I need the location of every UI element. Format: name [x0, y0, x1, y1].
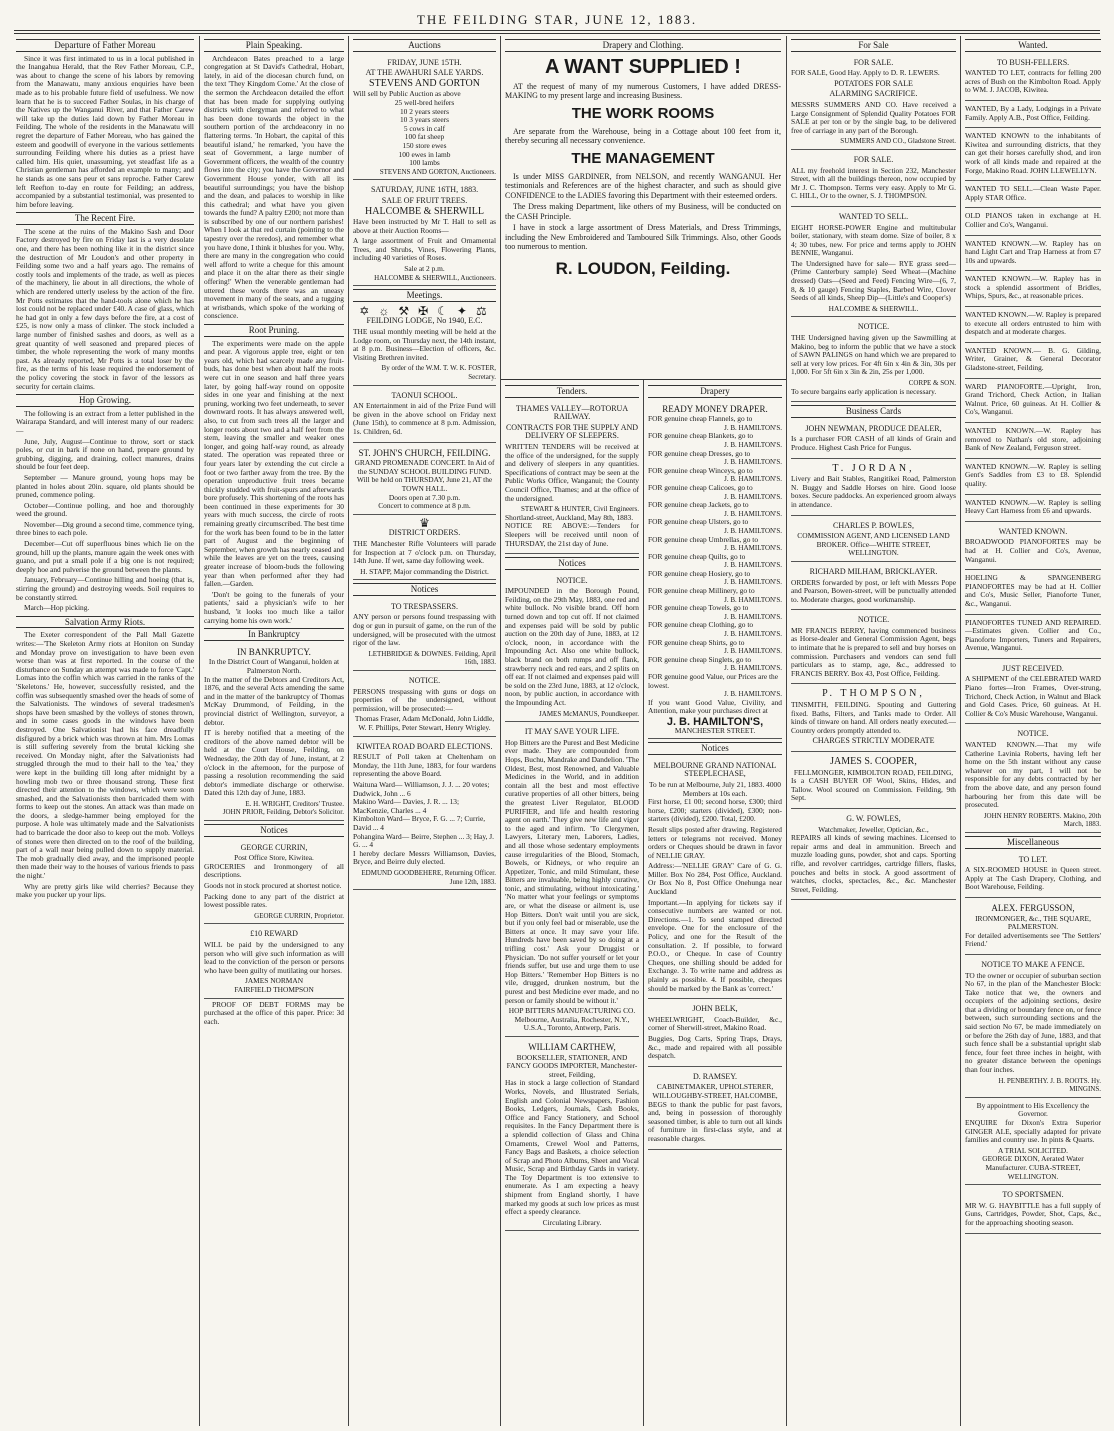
ad-wanted: WANTED KNOWN.—W. Rapley has removed to Nathan's old store, adjoining Bank of New Zealand, Ferguson street.: [965, 425, 1101, 459]
ad-text: A TRIAL SOLICITED.: [997, 1145, 1068, 1155]
column-1: [16, 36, 194, 1426]
ad-title: JAMES S. COOPER,: [830, 756, 917, 767]
ad-text: RESULT of Poll taken at Cheltenham on Monday, the 11th June, 1883, for four wardens representing the above Board.: [353, 752, 496, 779]
ad-title: ALEX. FERGUSSON,: [991, 902, 1075, 913]
column-3: [353, 36, 496, 1426]
ad-notice-guns: [353, 673, 496, 737]
ad-text: THE Manchester Rifle Volunteers will parade for Inspection at 7 o'clock p.m. on Thursday, 14th June. If wet, same day following week.: [353, 538, 496, 566]
ad-reward: [204, 926, 344, 998]
heading-notices: Notices: [204, 824, 344, 837]
list-item: FOR genuine cheap Calicoes, go to J. B. HAMILTON'S.: [648, 482, 782, 501]
ad-wanted: WANTED KNOWN to the inhabitants of Kiwitea and surrounding districts, that they can get their horses carefully shod, and iron work of all kinds made and repaired at the Forge, Makino Road. JOHN LLEWELLYN.: [965, 130, 1101, 181]
ad-wanted: WANTED KNOWN.—W. Rapley is selling Gent's Saddles from £3 to £8. Splendid quality.: [965, 461, 1101, 495]
ad-concert: [353, 445, 496, 515]
ad-text: MR FRANCIS BERRY, having commenced business as Horse-dealer and General Commission Agent, begs to intimate that he is prepared to sell and buy horses on commission. Purchasers and vendors can send full particulars as to stamp, age, &c., addressed to FRANCIS BERRY. Box 43, Post Office, Feilding.: [791, 625, 956, 678]
heading-meetings: Meetings.: [353, 289, 496, 302]
ad-title: WANTED KNOWN.: [998, 526, 1068, 536]
ad-text: Is a purchaser FOR CASH of all kinds of Grain and Produce. Highest Cash Price for Fungus.: [791, 434, 956, 452]
ad-title: READY MONEY DRAPER.: [662, 403, 768, 414]
ad-title: G. W. FOWLES,: [846, 813, 901, 823]
ad-thompson: [791, 686, 956, 752]
ad-text: EIGHT HORSE-POWER Engine and multitubular boiler, stationary, with steam dome. Size of boiler, 8 x 4; 30 tubes, new. For price and terms apply to JOHN BENNIE, Wanganui.: [791, 222, 956, 258]
ad-title: KIWITEA ROAD BOARD ELECTIONS.: [356, 741, 493, 751]
column-divider: [199, 36, 200, 1426]
ad-text: MR W. G. HAYBITTLE has a full supply of Guns, Cartridges, Powder, Shot, Caps, &c., for the approaching shooting season.: [965, 1200, 1101, 1227]
article-text: January, February—Continue hilling and hoeing (that is, stirring the ground) and destroying weeds. Soil requires to be constantly stirred.: [16, 575, 194, 602]
article-text: November—Dig ground a second time, commence tying, three bines to each pole.: [16, 519, 194, 538]
ad-lodge: [353, 305, 496, 386]
ad-text: ALL my freehold interest in Section 232, Manchester Street, with all the buildings thereon, now occupied by Mr J. C. Thompson. Terms very easy. Apply to Mr G. C. HILL, Or to the owner, S. J. THOMPSON.: [791, 165, 956, 201]
ad-text: Makino Ward— Davies, J. R. ... 13; MacKenzie, Charles ... 4: [353, 797, 460, 815]
ad-text: Watchmaker, Jeweller, Optician, &c.,: [818, 824, 929, 834]
ad-text: To secure bargains early application is necessary.: [791, 386, 937, 396]
ad-signature: JOHN PRIOR, Feilding, Debtor's Solicitor.: [222, 808, 344, 817]
article-text: The scene at the ruins of the Makino Sash and Door Factory destroyed by fire on Friday last is a very desolate one, and there has been nothing like it in the district since the destruction of Mr Loudon's and other property in Feilding some two and a half years ago. The remains of costly tools and implements of the trade, as well as pieces of the machinery, lie about in all directions, the whole of which are rendered utterly useless by the action of the fire. Mr Potts estimates that the hand-tools alone which he has lost could not be replaced under £40. A case of glass, which he had got in only a few days before the fire, at a cost of £25, is now only a mass of clinker. The stock included a large number of finished sashes and doors, as well as a great quantity of well seasoned and prepared pieces of timber, the whole representing the work of many months past. As already reported, Mr Potts is a total loser by the fire, as the terms of his lease required the endorsement of the policy covering the stock in favor of the lessors as security for certain claims.: [16, 226, 194, 391]
ad-milham: [791, 564, 956, 610]
ad-text: In the matter of the Debtors and Creditors Act, 1876, and the several Acts amending the same and in the matter of the bankruptcy of Thomas McKay Drummond, of Feilding, in the provincial district of Wellington, surveyor, a debtor.: [204, 674, 344, 727]
heading-tenders: Tenders.: [505, 385, 639, 398]
ad-hop-bitters: [505, 724, 639, 1037]
ad-text: The Undersigned have for sale— RYE grass seed— (Prime Canterbury sample) Seed Wheat—(Machine dressed) Oats—(Seed and Feed) Fencing Wire—(6, 7, 8, & 10 gauge) Fencing Staples, Barbed Wire, Clover Seeds of all kinds, Sheep Dip—(Little's and Cooper's): [791, 258, 956, 303]
list-item: 100 lambs: [409, 158, 440, 168]
ad-text: Is under MISS GARDINER, from NELSON, and recently WANGANUI. Her testimonials and References are of the highest character, and such as should give CONFIDENCE to the LADIES favoring this Department with their esteemed orders.: [505, 171, 781, 200]
ad-title: NOTICE.: [556, 575, 588, 585]
ad-impounded: [505, 573, 639, 723]
ad-just-received: [965, 661, 1101, 725]
ad-text: Kimbolton Ward— Bryce, F. G. ... 7; Currie, David ... 4: [353, 814, 486, 832]
ad-fence: [965, 957, 1101, 1098]
ad-title: NOTICE TO MAKE A FENCE.: [981, 959, 1085, 969]
ad-signature: STEWART & HUNTER, Civil Engineers.: [520, 505, 639, 514]
ad-text: TO the owner or occupier of suburban section No 67, in the plan of the Manchester Block: Take notice that we, the owners and occupiers of the adjoining sections, desire that a dividing or boundary fence on, or fence between, such surrounding sections and the said section No 67, be made immediately on or before the 26th day of June, 1883, and that such fence shall be a substantial upright slab fence, four feet three inches in height, with no greater distance between the openings than four inches.: [965, 970, 1101, 1075]
ad-title: SALE OF FRUIT TREES.: [381, 195, 468, 205]
column-4-top: [505, 36, 781, 376]
heading-root-pruning: Root Pruning.: [204, 324, 344, 337]
ad-text: BEGS to thank the public for past favors, and, being in possession of thoroughly seasoned timber, is able to turn out all kinds of furniture in first-class style, and at reasonable charges.: [648, 1099, 782, 1143]
heading-business-cards: Business Cards: [791, 405, 956, 418]
article-text: The following is an extract from a letter published in the Wairarapa Standard, and will interest many of our readers:—: [16, 408, 194, 435]
ad-text: Buggies, Dog Carts, Spring Traps, Drays, &c., made and repaired with all possible despatch.: [648, 1033, 782, 1061]
ad-text: Doors open at 7.30 p.m.: [388, 492, 461, 502]
ad-title: DISTRICT ORDERS.: [388, 528, 461, 538]
ad-text: GRAND PROMENADE CONCERT. In Aid of the SUNDAY SCHOOL BUILDING FUND.: [354, 458, 495, 476]
ad-signature: JAMES NORMAN: [244, 976, 304, 986]
list-item: FOR genuine cheap Towels, go to J. B. HAMILTON'S.: [648, 603, 782, 621]
ad-title: AT THE AWAHURI SALE YARDS.: [365, 68, 484, 78]
ad-to-let: [965, 852, 1101, 898]
ad-text: Pohangina Ward— Beirre, Stephen ... 3; Hay, J. G. ... 4: [353, 831, 495, 850]
ad-title: TAONUI SCHOOL.: [391, 390, 458, 400]
list-item: FOR genuine cheap Singlets, go to J. B. HAMILTON'S.: [648, 654, 782, 673]
ad-text: WRITTEN TENDERS will be received at the office of the undersigned, for the supply and delivery of sleepers in any quantities. Specifications of contract may be seen at the Public Works Office, Wanganui; the County Council Office, Thames; and at the office of the undersigned.: [505, 441, 639, 503]
ad-signature: HALCOMBE & SHERWILL, Auctioneers.: [374, 273, 496, 282]
ad-palings: [791, 319, 956, 402]
ad-title: FOR SALE.: [853, 57, 894, 67]
list-item: FOR genuine cheap Dresses, go to J. B. HAMILTON'S.: [648, 448, 782, 467]
ad-text: Circulating Library.: [542, 1217, 602, 1227]
ad-title: STEVENS AND GORTON: [369, 77, 480, 89]
ad-text: Are separate from the Warehouse, being in a Cottage about 100 feet from it, thereby securing all necessary convenience.: [505, 126, 781, 146]
ad-text: Important.—In applying for tickets say if consecutive numbers are wanted or not. Directions.—1. To send stamped directed envelope. One for the enclosure of the Policy, and one for the Result of the consultation. 2. If possible, to forward P.O.O., or Cheque. In case of Country Cheques, one shilling should be added for Exchange. 3. To write name and address as plainly as possible. 4. If possible, cheques should be marked by the Bank as 'correct.': [648, 897, 782, 993]
ad-text: ANY person or persons found trespassing with dog or gun in pursuit of game, on the run of the undersigned, will be prosecuted with the utmost rigor of the law.: [353, 612, 496, 648]
ad-text: For detailed advertisements see 'The Settlers' Friend.': [965, 930, 1101, 949]
heading-notices: Notices: [648, 742, 782, 755]
ad-wanted: WANTED KNOWN.—W. Rapley has in stock a splendid assortment of Bridles, Whips, Spurs, &c., at reasonable prices.: [965, 273, 1101, 307]
ad-text: Has in stock a large collection of Standard Works, Novels, and Illustrated Serials, English and Colonial Newspapers, Fashion Books, Ledgers, Journals, Cash Books, Office and Fancy Stationery, and School requisites. In the Fancy Department there is a splendid collection of Glass and China Ornaments, Crewel Wool and Patterns, Fancy Bags and Baskets, a choice selection of Scrap and Photo Albums, Sheet and Vocal Music, Scrap and Birthday Cards in variety. The Toy Department is too extensive to enumerate. As I am expecting a heavy shipment from England shortly, I have marked my goods at such low prices as must effect a speedy clearance.: [505, 1078, 639, 1217]
ad-fruit-trees: [353, 182, 496, 286]
ad-text: MANCHESTER STREET.: [674, 725, 756, 735]
ad-text: Hop Bitters are the Purest and Best Medicine ever made. They are compounded from Hops, Buchu, Mandrake and Dandelion. 'The Oldest, Best, most Renowned, and Valuable Medicines in the World, and in addition contain all the best and most effective curative properties of all other bitters, being the greatest Liver Regulator, BLOOD PURIFIER, and life and health restoring agent on earth.' They give new life and vigor to the aged and infirm. 'To Clergymen, Lawyers, Literary men, Laborers, Ladies, and all those whose sedentary employments cause irregularities of the Blood, Stomach, Bowels, or Kidneys, or who require an Appetizer, Tonic, and mild Stimulant, these Bitters are invaluable, being highly curative, tonic, and stimulating, without intoxicating.' 'No matter what your feelings or symptoms are, or what the disease or ailment is, use Hop Bitters. Don't wait until you are sick, but if you only feel bad or miserable, use the Bitters at once. It may save your life. Hundreds have been saved by so doing at a trifling cost.' Ask your Druggist or Physician. 'Do not suffer yourself or let your friends suffer, but use and urge them to use Hop Bitters.' 'Remember Hop Bitters is no vile, drugged, drunken nostrum, but the purest and best Medicine ever made, and no person or family should be without it.': [505, 737, 639, 1005]
ad-berry: [791, 612, 956, 684]
ad-title: JOHN NEWMAN, PRODUCE DEALER,: [805, 423, 942, 433]
ad-text: ORDERS forwarded by post, or left with Messrs Pope and Pearson, Bowen-street, will be punctually attended to. Moderate charges, good workmanship.: [791, 577, 956, 604]
ad-text: THE usual monthly meeting will be held at the Lodge room, on Thursday next, the 14th instant, at 8 p.m. Business—Election of officers, &c. Visiting Brethren invited.: [353, 327, 496, 362]
ad-wanted: OLD PIANOS taken in exchange at H. Collier and Co's, Wanganui.: [965, 210, 1101, 235]
ad-taonui: [353, 388, 496, 443]
ad-signature: GEORGE DIXON, Aerated Water Manufacturer. CUBA-STREET, WELLINGTON.: [982, 1154, 1084, 1181]
ad-text: ENQUIRE for Dixon's Extra Superior GINGER ALE, specially adapted for private families and country use. In pints & Quarts.: [965, 1118, 1101, 1145]
ad-title: NOTICE.: [1017, 729, 1049, 739]
ad-text: AT the request of many of my numerous Customers, I have added DRESS-MAKING to my present large and increasing Business.: [505, 81, 781, 101]
ad-title: IT MAY SAVE YOUR LIFE.: [524, 727, 620, 737]
ad-fowles: [791, 811, 956, 900]
list-item: FOR genuine cheap Quilts, go to J. B. HAMILTON'S.: [648, 551, 782, 570]
ad-hamilton: [648, 401, 782, 740]
ad-title: P. THOMPSON,: [822, 688, 925, 700]
list-item: FOR genuine cheap Ulsters, go to J. B. HAMILTON'S.: [648, 517, 782, 535]
ad-district-orders: [353, 517, 496, 581]
ad-text: TINSMITH, FEILDING. Spouting and Guttering fixed. Baths, Filters, and Tanks made to Order. All kinds of tinware on hand. All orders neatly executed.—Country orders promptly attended to.: [791, 700, 956, 735]
column-drapery: [648, 382, 782, 1426]
ad-signature: H. STAPP, Major commanding the District.: [360, 566, 489, 576]
list-item: 25 well-bred heifers: [394, 97, 455, 107]
ad-text: If you want Good Value, Civility, and Attention, make your purchases direct at: [648, 697, 782, 716]
heading-auctions: Auctions: [353, 39, 496, 52]
ad-title: JOHN BELK,: [692, 1004, 738, 1014]
ad-dixon: [965, 1100, 1101, 1185]
heading-bankruptcy: In Bankruptcy: [204, 628, 344, 641]
ad-title: JUST RECEIVED.: [1002, 663, 1064, 673]
list-item: 10 3 years steers: [399, 115, 450, 125]
ad-signature: H. PENBERTHY. J. B. ROOTS. Hy. MINGINS.: [998, 1076, 1101, 1094]
ad-text: AN Entertainment in aid of the Prize Fund will be given in the above school on Friday next (June 15th), to commence at 8 p.m. Admission, 1s. Children, 6d.: [353, 401, 496, 436]
article-text: September — Manure ground, young hops may be planted in holes about 20in. square, old plants should be pruned, commence poling.: [16, 472, 194, 500]
ad-text: BOOKSELLER, STATIONER, AND FANCY GOODS IMPORTER, Manchester-street, Feilding,: [506, 1052, 638, 1079]
column-divider: [500, 36, 501, 1426]
column-5: [791, 36, 956, 1426]
ad-title: CHARGES STRICTLY MODERATE: [812, 736, 935, 746]
ad-broadwood: [965, 524, 1101, 570]
ad-signature: LETHBRIDGE & DOWNES. Feilding, April 16th, 1883.: [368, 649, 496, 667]
ad-title: THAMES VALLEY—ROTORUA RAILWAY.: [515, 403, 629, 422]
ad-hoeling: HOELING & SPANGENBERG PIANOFORTES may be had at H. Collier and Co's, Music Seller, Pianoforte Tuner, &c., Wanganui.: [965, 572, 1101, 614]
ad-text: Waituna Ward— Williamson, J. J. ... 20 votes; Dudwick, John ... 6: [353, 779, 490, 798]
ad-text: Sale at 2 p.m.: [404, 264, 445, 274]
ad-headline: J. B. HAMILTON'S,: [666, 715, 764, 728]
ad-stevens-gorton: [353, 55, 496, 181]
list-item: FOR genuine cheap Clothing, go to J. B. HAMILTON'S.: [648, 620, 782, 639]
article-text: March—Hop picking.: [24, 603, 90, 613]
article-text: Since it was first intimated to us in a local published in the Inangahua Herald, that the Rev Father Moreau, C.P., was about to change the scene of his labors by removing from the Manawatu, many anxious enquiries have been made as to his probable future field of usefulness. We now learn that he is to succeed Father Soulas, in his charge of the Natives up the Wanganui River, and that Father Carew will take up the duties laid down by Father Moreau in Feilding. The whole of the residents in the Manawatu will regret the departure of Father Moreau, who has gained the esteem and goodwill of everyone in the various settlements surrounding Feilding where his duties as a priest have called him. His quiet, unassuming, yet steadfast life as a Christian gentleman has afforded an example to many; and he stands as one sans peur et sans reproche. Father Carew left Reefton to-day en route for Feilding; an address, accompanied by a substantial testimonial, was presented to him before leaving.: [16, 53, 194, 209]
ad-text: First horse, £1 00; second horse, £300; third horse, £200; starters (divided), £300; non-starters (divided), £200. Total, £200.: [648, 797, 782, 824]
ad-signature: CORPE & SON.: [908, 379, 956, 387]
heading-notices: Notices: [353, 583, 496, 596]
ad-text: Have been instructed by Mr T. Hall to sell as above at their Auction Rooms—: [353, 217, 496, 235]
column-6: [965, 36, 1101, 1426]
ad-title: NOTICE.: [857, 615, 890, 625]
ad-railway: [505, 401, 639, 555]
ad-text: IT is hereby notified that a meeting of the creditors of the above named debtor will be held at the Court House, Feilding, on Wednesday, the 20th day of June, instant, at 2 o'clock in the afternoon, for the purpose of passing a resolution recommending the said debtor's immediate discharge or otherwise. Dated this 12th day of June, 1883.: [204, 728, 344, 798]
article-text: June, July, August—Continue to throw, sort or stack poles, or cut in bark if none on hand, prepare ground by grubbing, digging, and draining, collect manures, drains should be four feet deep.: [16, 436, 194, 472]
ad-wanted: WANTED KNOWN.—W. Rapley is selling Heavy Cart Harness from £6 and upwards.: [965, 497, 1101, 522]
ad-text: MESSRS SUMMERS AND CO. Have received a Large Consignment of Splendid Quality Potatoes FOR SALE at per ton or by the single bag, to be delivered free of carriage in any part of the Borough.: [791, 99, 956, 135]
ad-title: CONTRACTS FOR THE SUPPLY AND DELIVERY OF SLEEPERS.: [505, 422, 639, 441]
list-item: FOR genuine cheap Winceys, go to J. B. HAMILTON'S.: [648, 465, 782, 484]
ad-wanted: WANTED KNOWN.— B. G. Gilding, Writer, Grainer, & General Decorator Gladstone-street, Feilding.: [965, 345, 1101, 379]
ad-text: Post Office Store, Kiwitea.: [234, 853, 314, 863]
ad-text: The Dress making Department, like others of my Business, will be conducted on the CASH Principle.: [505, 202, 781, 221]
list-item: FOR genuine cheap Hosiery, go to J. B. HAMILTON'S.: [648, 568, 782, 587]
ad-signature: GEORGE CURRIN, Proprietor.: [254, 911, 344, 920]
ad-text: Livery and Bait Stables, Rangitikei Road, Palmerston N. Buggy and Saddle Horses on hire. Good loose boxes. Secure paddocks. An experienced groom always in attendance.: [791, 474, 956, 509]
ad-newman: [791, 421, 956, 459]
ad-text: CABINETMAKER, UPHOLSTERER, WILLOUGHBY-STREET, HALCOMBE,: [652, 1082, 778, 1100]
heading-for-sale: For Sale: [791, 39, 956, 52]
list-item: 100 fat sheep: [404, 132, 445, 142]
ad-text: WANTED KNOWN.—That my wife Catherine Lavinia Roberts, having left her home on the 5th instant without any cause whatever on my part, I will not be responsible for any debts contracted by her from the above date, and any person found harbouring her from this date will be prosecuted.: [965, 740, 1101, 810]
heading-hop-growing: Hop Growing.: [16, 394, 194, 407]
masthead-rule-2: [14, 33, 1100, 34]
ad-title: HALCOMBE & SHERWILL: [365, 205, 484, 217]
column-divider: [348, 36, 349, 1426]
ad-text: FOR SALE, Good Hay. Apply to D. R. LEWERS.: [791, 68, 940, 78]
list-item: FOR genuine cheap Flannels, go to J. B. HAMILTON'S.: [648, 414, 782, 432]
ad-bankruptcy: [204, 644, 344, 821]
ad-text: Address:—'NELLIE GRAY' Care of G. G. Miller. Box No 284, Post Office, Auckland. Or Box No 8, Post Office Onehunga near Auckland: [648, 861, 782, 897]
article-text: December—Cut off superfluous bines which lie on the ground, hill up the plants, manure again the week ones with guano, and put a small pole if a big one is not required; deeply hoe and pulverise the ground between the plants.: [16, 539, 194, 574]
ad-elections: [353, 739, 496, 891]
ad-title: GEORGE CURRIN,: [240, 842, 308, 852]
ad-title: £10 REWARD: [250, 929, 298, 939]
ad-date: SATURDAY, JUNE 16TH, 1883.: [370, 185, 479, 195]
ad-text: Goods not in stock procured at shortest notice.: [204, 881, 342, 891]
ad-title: D. RAMSEY.: [692, 1071, 738, 1081]
ad-wanted: WANTED, By a Lady, Lodgings in a Private Family. Apply A.B., Post Office, Feilding.: [965, 103, 1101, 128]
ad-text: I have in stock a large assortment of Dress Materials, and Dress Trimmings, including the New Embroidered and Tamboured Silk Trimmings. Also, other Goods too numerous to mention.: [505, 223, 781, 252]
ad-signature: HOP BITTERS MANUFACTURING CO. Melbourne, Australia, Rochester, N.Y., U.S.A., Toronto, Antwerp, Paris.: [508, 1006, 636, 1033]
ad-title: FEILDING LODGE, No 1940, E.C.: [366, 316, 483, 326]
heading-miscellaneous: Miscellaneous: [965, 836, 1101, 849]
column-divider: [786, 36, 787, 1426]
ad-text: By appointment to His Excellency the Governor.: [976, 1100, 1090, 1119]
ad-text: GROCERIES and Ironmongery of all descriptions.: [204, 861, 344, 880]
list-item: FOR genuine cheap Jackets, go to J. B. HAMILTON'S.: [648, 500, 782, 518]
ad-tuned: PIANOFORTES TUNED AND REPAIRED.—Estimates given. Collier and Co., Pianoforte Importers, Tuners and Repairers, Avenue, Wanganui.: [965, 617, 1101, 659]
ad-text: I hereby declare Messrs Williamson, Davies, Bryce, and Beirre duly elected.: [353, 848, 496, 867]
list-item: 150 store ewes: [402, 140, 447, 150]
list-item: FOR genuine cheap Blankets, go to J. B. HAMILTON'S.: [648, 431, 782, 449]
heading-salvation-army: Salvation Army Riots.: [16, 616, 194, 629]
ad-text: A SHIPMENT of the CELEBRATED WARD Piano fortes—Iron Frames, Over-strung, Trichord, Check Action, in Walnut and Black and Gold Cases. Price, 60 guineas. At H. Collier & Co's Music Warehouse, Wanganui.: [965, 674, 1101, 718]
ad-text: WHEELWRIGHT, Coach-Builder, &c., corner of Sherwill-street, Makino Road.: [648, 1014, 782, 1033]
ad-text: WANTED TO LET, contracts for felling 200 acres of Bush on the Kimbolton Road. Apply to WM. J. JACOB, Kiwitea.: [965, 68, 1101, 95]
ad-signature: STEVENS AND GORTON, Auctioneers.: [379, 167, 496, 176]
ad-headline: THE WORK ROOMS: [571, 104, 715, 122]
column-divider: [960, 36, 961, 1426]
ad-signature: SUMMERS AND CO., Gladstone Street.: [840, 137, 956, 146]
ad-hay: [791, 55, 956, 150]
ad-wanted: WARD PIANOFORTE.—Upright, Iron, Grand Trichord, Check Action, in Italian Walnut. Price, 60 guineas. At H. Collier & Co's, Wanganui.: [965, 381, 1101, 423]
masthead-rule: [14, 30, 1100, 31]
ad-text: Result slips posted after drawing. Registered letters or telegrams not received. Money orders or Cheques should be drawn in favor of NELLIE GRAY.: [648, 824, 782, 860]
article-text: The experiments were made on the apple and pear. A vigorous apple tree, eight or ten years old, which had scarcely made any fruit-buds, has done best when about half the roots were cut in one season and half three years later, by going half-way round on opposite sides in one year and finishing at the next pruning, working two feet underneath, to sever downward roots. It has always answered well, also, to cut from such trees all the larger and longer roots about two and a half feet from the stem, leaving the smaller and weaker ones longer, and going half-way round, as already stated. The operation was repeated three or four years later by extending the cut circle a foot or two farther away from the tree. By the operation unproductive fruit trees became thickly studded with fruit-spurs and afterwards bore profusely. This shortening of the roots has been continued in these experiments for 30 years with much success, the circle of roots remaining greatly circumscribed. The best time for the work has been found to be in the latter part of August and the beginning of September, when growth has nearly ceased and while the leaves are yet on the trees, causing greater increase of bloom-buds the following year than when performed after they had fallen.—Garden.: [204, 338, 344, 589]
ad-text: IMPOUNDED in the Borough Pound, Feilding, on the 29th May, 1883, one red and white bullock. No visible brand. Off horn turned down and top cut off. If not claimed and expenses paid will be sold by public auction on the 20th day of June, 1883, at 12 o'clock, noon, in accordance with the Impounding Act. Also one white bullock, black brand on both rumps and off flank, strawberry neck and red ears, and 2 splits on off ear. If not claimed and expenses paid will be sold on the 23rd June, 1883, at 12 o'clock, noon, by public auction, in accordance with the Impounding Act.: [505, 586, 639, 707]
ad-text: Is a CASH BUYER OF Wool, Skins, Hides, and Tallow. Wool scoured on Commission. Feilding, 9th Sept.: [791, 776, 956, 803]
ad-title: MELBOURNE GRAND NATIONAL STEEPLECHASE,: [653, 760, 777, 779]
masonic-symbols-icon: ✡ ☼ ⚒ ✠ ☾ ✦ ⚖: [359, 303, 490, 318]
ad-title: NOTICE.: [408, 676, 441, 686]
ad-text: To be run at Melbourne, July 21, 1883. 4000 Members at 10s each.: [649, 779, 781, 798]
ad-signature: JAMES McMANUS, Poundkeeper.: [539, 709, 639, 718]
column-tenders: [505, 382, 639, 1426]
crown-icon: ♛: [419, 515, 430, 530]
ad-fergusson: [965, 900, 1101, 955]
heading-drapery: Drapery: [648, 385, 782, 398]
ad-headline: A WANT SUPPLIED !: [545, 55, 741, 78]
ad-signature: JOHN HENRY ROBERTS. Makino, 20th March, 1883.: [983, 811, 1101, 829]
ad-title: TO SPORTSMEN.: [1002, 1190, 1064, 1200]
column-2: [204, 36, 344, 1426]
ad-text: Will sell by Public Auction as above: [353, 89, 461, 99]
column-divider: [643, 380, 644, 1426]
ad-title: POTATOES FOR SALE: [834, 78, 913, 88]
ad-title: CHARLES P. BOWLES,: [833, 520, 914, 530]
ad-text: REPAIRS all kinds of sewing machines. Licensed to repair arms and deal in ammunition. Breech and muzzle loading guns, powder, shot and caps. Sporting rifle, and revolver cartridges, cartridge fillers, flasks, pouches and belts in stock. A good assortment of watches, clocks, spectacles, &c., &c. Manchester Street, Feilding.: [791, 833, 956, 894]
list-item: 10 2 years steers: [399, 106, 450, 116]
list-item: FOR genuine good Value, our Prices are the lowest. J. B. HAMILTON'S.: [648, 672, 782, 699]
ad-title: T. JORDAN,: [832, 462, 915, 474]
ad-title: TO LET.: [1018, 854, 1048, 864]
ad-text: In the District Court of Wanganui, holden at Palmerston North.: [208, 657, 340, 675]
ad-headline: R. LOUDON, Feilding.: [555, 258, 731, 278]
ad-text: PERSONS trespassing with guns or dogs on properties of the undersigned, without permission, will be prosecuted:—: [353, 686, 496, 713]
masthead: THE FEILDING STAR, JUNE 12, 1883.: [416, 12, 698, 27]
ad-text: WILL be paid by the undersigned to any person who will give such information as will lead to the conviction of the person or persons who have been guilty of mutilating our horses.: [204, 940, 344, 975]
ad-title: WILLIAM CARTHEW,: [528, 1041, 616, 1052]
ad-text: IRONMONGER, &c., THE SQUARE, PALMERSTON.: [975, 913, 1091, 932]
ad-text: THE Undersigned having given up the Sawmilling at Makino, beg to inform the public that we have a stock of SAWN PALINGS on hand which we are prepared to sell at very low prices. For 4ft 6in x 4in & 3in, 30s per 1,000. For 5ft 6in x 3in & 2in, 25s per 1,000.: [791, 333, 956, 377]
list-item: FOR genuine cheap Millinery, go to J. B. HAMILTON'S.: [648, 586, 782, 604]
ad-date: FRIDAY, JUNE 15TH.: [387, 57, 462, 67]
ad-text: PROOF OF DEBT FORMS may be purchased at the office of this paper. Price: 3d each.: [204, 999, 344, 1026]
ad-title: RICHARD MILHAM, BRICKLAYER.: [809, 566, 938, 576]
ad-wanted: WANTED KNOWN.—W. Rapley has on hand Light Cart and Trap Harness at from £7 10s and upwards.: [965, 238, 1101, 272]
ad-jordan: [791, 461, 956, 516]
ad-signature: EDMUND GOODBEHERE, Returning Officer. June 12th, 1883.: [361, 868, 496, 886]
ad-signature: By order of the W.M. T. W. K. FOSTER, Secretary.: [381, 364, 496, 381]
ad-title: FOR SALE.: [853, 154, 894, 164]
ad-title: ALARMING SACRIFICE.: [829, 89, 918, 99]
ad-trespassers: [353, 599, 496, 671]
ad-roberts: [965, 726, 1101, 833]
ad-text: Shortland-street, Auckland, May 8th, 1883.: [505, 512, 634, 522]
list-item: FOR genuine cheap Umbrellas, go to J. B. HAMILTON'S.: [648, 534, 782, 553]
heading-drapery-clothing: Drapery and Clothing.: [505, 39, 781, 52]
heading-wanted: Wanted.: [965, 39, 1101, 52]
ad-text: A large assortment of Fruit and Ornamental Trees, and Shrubs, Vines, Flowering Plants, including 40 varieties of Roses.: [353, 236, 496, 263]
ad-title: ST. JOHN'S CHURCH, FEILDING.: [358, 447, 491, 458]
ad-currin: [204, 840, 344, 925]
ad-text: COMMISSION AGENT, AND LICENSED LAND BROKER. Office—WHITE STREET, WELLINGTON.: [797, 531, 950, 558]
heading-notices: Notices: [505, 557, 639, 570]
ad-wanted: WANTED KNOWN.—W. Rapley is prepared to execute all orders entrusted to him with despatch and at moderate charges.: [965, 309, 1101, 343]
list-item: 100 ewes in lamb: [398, 149, 451, 159]
ad-engine: [791, 209, 956, 318]
ad-headline: THE MANAGEMENT: [571, 149, 715, 167]
article-text: Archdeacon Bates preached to a large congregation at St David's Cathedral, Hobart, lately, in aid of the diocesan church fund, on the text 'They Kingdom Come.' At the close of the sermon the Archdeacon detailed the effort that has been made for supplying outlying districts with clergyman and referred to what has been done towards the object in the southern portion of the archdeaconry in no flattering terms. 'In Hobart, the capital of this beautiful island,' he remarked, 'you have the seat of Government, a large number of Government officers, the wealth of the country flows into the city; you have the Governor and Government House yonder, with all its beautiful surroundings; you have the bishop and the dean, and palaces to worship in like this cathedral; and what have you given towards the fund? A paltry £200; not more than is subscribed by one of our northern parishes! When I look at that red curtain (pointing to the tapestry over the reredos), and remember what you have done, I think it blushes for you. Why, there are many in the congregation who could well afford to write a cheque for this amount and place it on the altar there as their single offering!' When the venerable gentleman had uttered these words there was an uneasy movement in many of the seats, and a tugging at wristbands, which spoke of the working of conscience.: [204, 53, 344, 321]
ad-cooper: [791, 754, 956, 809]
ad-ramsey: [648, 1069, 782, 1150]
ad-bush-fellers: [965, 55, 1101, 101]
ad-wanted: WANTED TO SELL.—Clean Waste Paper. Apply STAR Office.: [965, 183, 1101, 208]
ad-signature: FAIRFIELD THOMPSON: [234, 984, 314, 994]
ad-signature: E. H. WRIGHT, Creditors' Trustee.: [245, 799, 344, 808]
ad-title: TO TRESPASSERS.: [391, 601, 458, 611]
article-text: The Exeter correspondent of the Pall Mall Gazette writes:—'The Skeleton Army riots at Honiton on Sunday and Monday prove on investigation to have been even worse than was at first reported. In the course of the disturbance on Sunday an attempt was made to force 'Capt.' Lomas into the coffin which was carried in the ranks of the 'Skeletons.' He, however, successfully resisted, and the coffin was subsequently smashed over the heads of some of the Salvationists. The windows of several tradesmen's shops have been smashed by the volleys of stones thrown, and in some cases goods in the windows have been destroyed. One Salvationist had his face dreadfully disfigured by a brick which was thrown at him. Mrs Lomas is still suffering severely from the brutal kicking she received. On Monday night, after the Salvationists had struggled through the mud to their hall to the 'tea,' they were kept in the building till long after midnight by a howling mob two or three thousand strong. These first directed their attention to the windows, which were soon smashed, and the Salvationists then barricaded them with forms to keep out the stones. An attack was than made on the doors, a sledge-hammer being employed for the purpose. A hole was ultimately made and the Salvationists had to barricade the door also to keep out the mob. Volleys of stones were then directed on to the roof of the building, part of a wall near being pulled down to supply material. The mob gradually died away, and the imprisoned people then made their way to the houses of various friends to pass the night.': [16, 630, 194, 881]
ad-steeplechase: [648, 758, 782, 999]
ad-freehold: [791, 152, 956, 207]
ad-signature: Thomas Fraser, Adam McDonald, John Liddle, W. F. Phillips, Peter Stewart, Henry Wrigley.: [354, 714, 495, 732]
heading-recent-fire: The Recent Fire.: [16, 212, 194, 225]
list-item: FOR genuine cheap Shirts, go to J. B. HAMILTON'S.: [648, 637, 782, 656]
ad-title: IN BANKRUPTCY.: [237, 646, 311, 657]
ad-text: A SIX-ROOMED HOUSE in Queen street. Apply at The Cash Drapery, Clothing, and Boot Warehouse, Feilding.: [965, 865, 1101, 892]
heading-departure: Departure of Father Moreau: [16, 39, 194, 52]
ad-bowles: [791, 518, 956, 562]
ad-text: Will be held on THURSDAY, June 21, AT the TOWN HALL.: [356, 475, 493, 493]
article-text: October—Continue polling, and hoe and thoroughly weed the ground.: [16, 500, 194, 519]
ad-text: BROADWOOD PIANOFORTES may be had at H. Collier and Co's, Avenue, Wanganui.: [965, 537, 1101, 564]
article-text: Why are pretty girls like wild cherries? Because they make you pucker up your lips.: [16, 881, 194, 900]
article-text: 'Don't be going to the funerals of your patients,' said a physician's wife to her husband, 'it looks too much like a tailor carrying home his own work.': [204, 589, 344, 625]
ad-text: NOTICE RE ABOVE:—Tenders for Sleepers will be received until noon of THURSDAY, the 21st day of June.: [505, 521, 639, 548]
ad-title: TO BUSH-FELLERS.: [996, 57, 1070, 67]
ad-title: NOTICE.: [857, 322, 890, 332]
ad-title: WANTED TO SELL.: [838, 211, 909, 221]
ad-signature: HALCOMBE & SHERWILL.: [828, 303, 919, 313]
ad-text: Concert to commence at 8 p.m.: [378, 501, 471, 511]
ad-text: Packing done to any part of the district at lowest possible rates.: [204, 891, 344, 910]
list-item: 5 cows in calf: [403, 123, 446, 133]
ad-sportsmen: [965, 1187, 1101, 1233]
heading-plain-speaking: Plain Speaking.: [204, 39, 344, 52]
ad-belk: [648, 1001, 782, 1067]
ad-carthew: [505, 1039, 639, 1231]
ad-text: FELLMONGER, KIMBOLTON ROAD, FEILDING,: [793, 767, 954, 777]
